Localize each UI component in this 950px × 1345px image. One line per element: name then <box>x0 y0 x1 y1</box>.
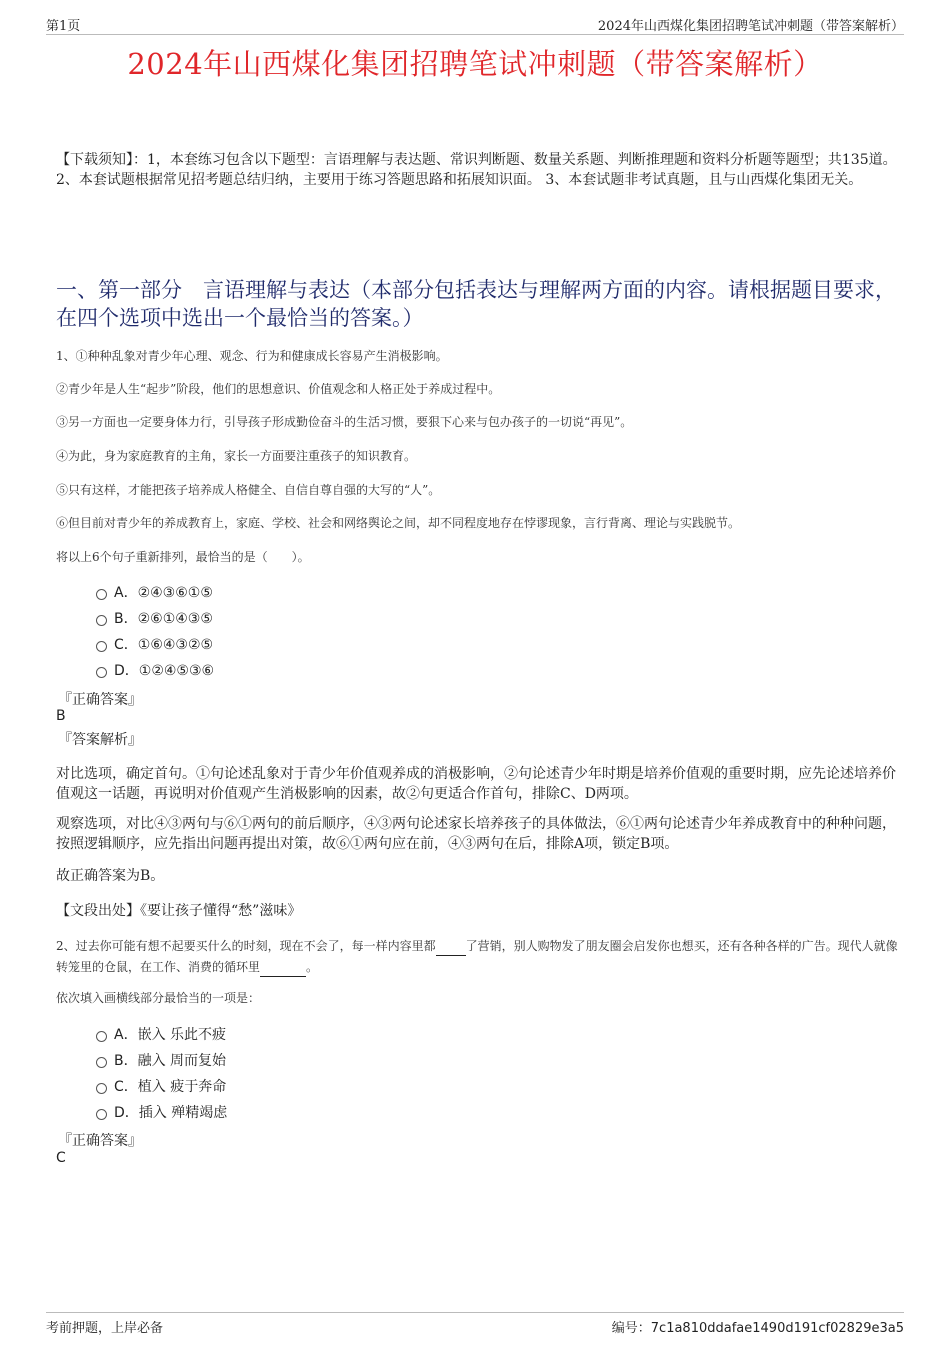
footer-slogan: 考前押题，上岸必备 <box>46 1321 164 1336</box>
q1-sentence-6: ⑥但目前对青少年的养成教育上，家庭、学校、社会和网络舆论之间，却不同程度地存在悖谬现象，言行背离、理论与实践脱节。 <box>56 516 741 530</box>
q1-source: 【文段出处】《要让孩子懂得“愁”滋味》 <box>56 903 302 919</box>
header-doc-title: 2024年山西煤化集团招聘笔试冲刺题（带答案解析） <box>597 19 904 34</box>
radio-icon[interactable] <box>96 615 107 626</box>
footer-code: 编号：7c1a810ddafae1490d191cf02829e3a5 <box>611 1321 904 1336</box>
q1-sentence-1: 1、①种种乱象对青少年心理、观念、行为和健康成长容易产生消极影响。 <box>56 349 448 363</box>
q1-sentence-5: ⑤只有这样，才能把孩子培养成人格健全、自信自尊自强的大写的“人”。 <box>56 483 441 497</box>
radio-icon[interactable] <box>96 1109 107 1120</box>
q1-analysis-1: 对比选项，确定首句。①句论述乱象对于青少年价值观养成的消极影响，②句论述青少年时期是培养价值观的重要时期，应先论述培养价值观这一话题，再说明对价值观产生消极影响的因素，故②句更适合作首句，排除C、D两项。 <box>56 766 896 802</box>
q1-analysis-2: 观察选项，对比④③两句与⑥①两句的前后顺序，④③两句论述家长培养孩子的具体做法，⑥①两句论述青少年养成教育中的种种问题，按照逻辑顺序，应先指出问题再提出对策，故⑥①两句应在前，④③两句在后，排除A项，锁定B项。 <box>56 816 896 852</box>
download-notice: 【下载须知】：1，本套练习包含以下题型：言语理解与表达题、常识判断题、数量关系题、判断推理题和资料分析题等题型；共135道。 2、本套试题根据常见招考题总结归纳，主要用于练习答题思路和拓展知识面。 3、本套试题非考试真题，且与山西煤化集团无关。 <box>56 152 897 188</box>
document-title: 2024年山西煤化集团招聘笔试冲刺题（带答案解析） <box>127 47 823 81</box>
q2-answer-label: 『正确答案』 <box>58 1133 142 1149</box>
q1-sentence-3: ③另一方面也一定要身体力行，引导孩子形成勤俭奋斗的生活习惯，要狠下心来与包办孩子的一切说“再见”。 <box>56 415 633 429</box>
radio-icon[interactable] <box>96 1083 107 1094</box>
radio-icon[interactable] <box>96 589 107 600</box>
radio-icon[interactable] <box>96 1057 107 1068</box>
q1-analysis-label: 『答案解析』 <box>58 732 142 748</box>
q1-sentence-2: ②青少年是人生“起步”阶段，他们的思想意识、价值观念和人格正处于养成过程中。 <box>56 382 501 396</box>
q1-sentence-4: ④为此，身为家庭教育的主角，家长一方面要注重孩子的知识教育。 <box>56 449 417 463</box>
radio-icon[interactable] <box>96 641 107 652</box>
radio-icon[interactable] <box>96 1031 107 1042</box>
q2-prompt: 依次填入画横线部分最恰当的一项是： <box>56 991 261 1005</box>
q2-stem: 2、过去你可能有想不起要买什么的时刻，现在不会了，每一样内容里都 了营销，别人购物发了朋友圈会启发你也想买，还有各种各样的广告。现代人就像转笼里的仓鼠，在工作、消费的循环里 。 <box>56 935 898 977</box>
q1-answer: B <box>56 708 66 724</box>
page-header <box>46 14 904 35</box>
q1-prompt: 将以上6个句子重新排列，最恰当的是（ ）。 <box>56 550 310 564</box>
page-number: 第1页 <box>46 19 81 34</box>
page-footer <box>46 1312 904 1335</box>
q2-answer: C <box>56 1150 66 1166</box>
q1-answer-label: 『正确答案』 <box>58 692 142 708</box>
q2-blank-1 <box>436 935 466 956</box>
q2-blank-2 <box>260 956 306 977</box>
q1-analysis-3: 故正确答案为B。 <box>56 868 165 884</box>
section-heading: 一、第一部分 言语理解与表达（本部分包括表达与理解两方面的内容。请根据题目要求，在四个选项中选出一个最恰当的答案。） <box>56 278 896 330</box>
radio-icon[interactable] <box>96 667 107 678</box>
